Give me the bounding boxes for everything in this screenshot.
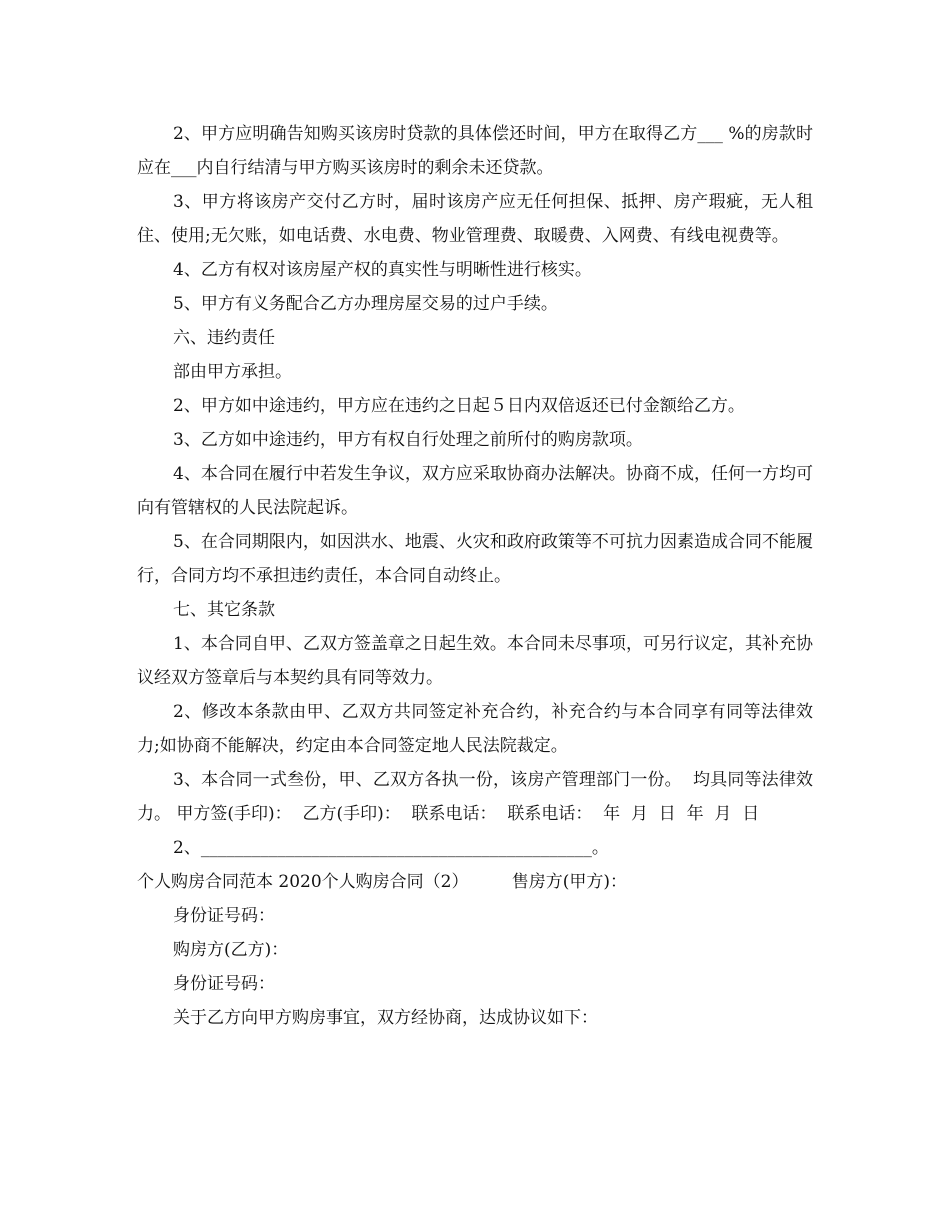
- paragraph: 4、乙方有权对该房屋产权的真实性与明晰性进行核实。: [173, 260, 592, 280]
- paragraph: 3、本合同一式叁份，甲、乙双方各执一份，该房产管理部门一份。 均具同等法律效力。 甲方签(手印)： 乙方(手印)： 联系电话： 联系电话： 年 月 日 年 月 日: [137, 770, 813, 824]
- paragraph: 2、修改本条款由甲、乙双方共同签定补充合约，补充合约与本合同享有同等法律效力;如协商不能解决，约定由本合同签定地人民法院裁定。: [137, 702, 813, 756]
- paragraph: 5、在合同期限内，如因洪水、地震、火灾和政府政策等不可抗力因素造成合同不能履行，合同方均不承担违约责任，本合同自动终止。: [137, 532, 813, 586]
- paragraph: 身份证号码：: [173, 974, 275, 994]
- paragraph: 关于乙方向甲方购房事宜，双方经协商，达成协议如下：: [173, 1008, 598, 1028]
- paragraph: 六、违约责任: [173, 328, 275, 348]
- paragraph: 4、本合同在履行中若发生争议，双方应采取协商办法解决。协商不成，任何一方均可向有管辖权的人民法院起诉。: [137, 464, 813, 518]
- paragraph: 2、甲方如中途违约，甲方应在违约之日起５日内双倍返还已付金额给乙方。: [173, 396, 745, 416]
- document-body: [137, 117, 813, 1035]
- paragraph: 个人购房合同范本 2020个人购房合同（2） 售房方(甲方)：: [137, 872, 627, 892]
- paragraph: 2、甲方应明确告知购买该房时贷款的具体偿还时间，甲方在取得乙方___ %的房款时应在___内自行结清与甲方购买该房时的剩余未还贷款。: [137, 124, 813, 178]
- paragraph: 3、乙方如中途违约，甲方有权自行处理之前所付的购房款项。: [173, 430, 643, 450]
- paragraph: 七、其它条款: [173, 600, 275, 620]
- paragraph: 3、甲方将该房产交付乙方时，届时该房产应无任何担保、抵押、房产瑕疵，无人租住、使用;无欠账，如电话费、水电费、物业管理费、取暖费、入网费、有线电视费等。: [137, 192, 813, 246]
- paragraph: 1、本合同自甲、乙双方签盖章之日起生效。本合同未尽事项，可另行议定，其补充协议经双方签章后与本契约具有同等效力。: [137, 634, 813, 688]
- paragraph: 购房方(乙方)：: [173, 940, 289, 960]
- paragraph: 部由甲方承担。: [173, 362, 292, 382]
- paragraph: 身份证号码：: [173, 906, 275, 926]
- paragraph: 5、甲方有义务配合乙方办理房屋交易的过户手续。: [173, 294, 558, 314]
- paragraph: 2、______________________________________________。: [173, 838, 609, 858]
